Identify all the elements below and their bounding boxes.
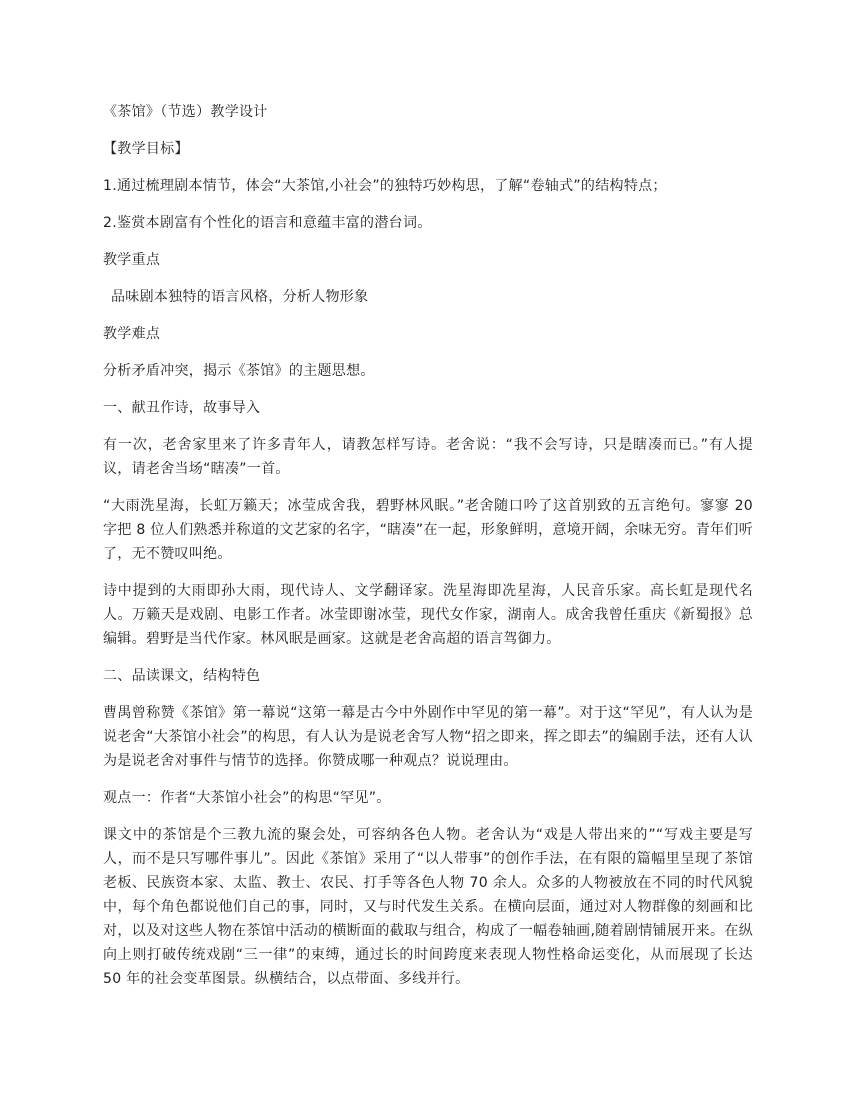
key-points-text: 品味剧本独特的语言风格，分析人物形象 <box>111 289 369 305</box>
viewpoint-1: 观点一：作者“大茶馆小社会”的构思“罕见”。 <box>103 790 391 806</box>
difficulty-text: 分析矛盾冲突，揭示《茶馆》的主题思想。 <box>103 363 375 379</box>
difficulty-heading: 教学难点 <box>103 326 161 342</box>
key-points-heading: 教学重点 <box>103 252 161 268</box>
document-title: 《茶馆》（节选）教学设计 <box>103 104 268 120</box>
goals-heading: 【教学目标】 <box>103 141 189 157</box>
section-2-paragraph-2: 课文中的茶馆是个三教九流的聚会处，可容纳各色人物。老舍认为“戏是人带出来的”“写戏主要是写人，而不是只写哪件事儿”。因此《茶馆》采用了“以人带事”的创作手法，在有限的篇幅里呈现了茶馆老板、民族资本家、太监、教士、农民、打手等各色人物 70 余人。众多的人物被放在不同的时代风貌中，每个角色都说他们自己的事，同时，又与时代发生关系。在横向层面，通过对人物群像的刻画和比对，以及对这些人物在茶馆中活动的横断面的截取与组合，构成了一幅卷轴画,随着剧情铺展开来。在纵向上则打破传统戏剧“三一律”的束缚，通过长的时间跨度来表现人物性格命运变化，从而展现了长达 50 年的社会变革图景。纵横结合，以点带面、多线并行。 <box>103 827 753 987</box>
section-1-paragraph-2: “大雨洗星海，长虹万籁天；冰莹成舍我，碧野林风眠。”老舍随口吟了这首别致的五言绝句。寥寥 20 字把 8 位人们熟悉并称道的文艺家的名字，“瞎凑”在一起，形象鲜明，意境开阔，余味无穷。青年们听了，无不赞叹叫绝。 <box>103 498 753 562</box>
section-2-paragraph-1: 曹禺曾称赞《茶馆》第一幕说“这第一幕是古今中外剧作中罕见的第一幕”。对于这“罕见”，有人认为是说老舍“大茶馆小社会”的构思，有人认为是说老舍写人物“招之即来，挥之即去”的编剧手法，还有人认为是说老舍对事件与情节的选择。你赞成哪一种观点？说说理由。 <box>103 705 753 769</box>
section-1-paragraph-1: 有一次，老舍家里来了许多青年人，请教怎样写诗。老舍说：“我不会写诗，只是瞎凑而已。”有人提议，请老舍当场“瞎凑”一首。 <box>103 437 753 477</box>
goal-item-1: 1.通过梳理剧本情节，体会“大茶馆,小社会”的独特巧妙构思，了解“卷轴式”的结构特点； <box>103 178 667 194</box>
section-1-heading: 一、献丑作诗，故事导入 <box>103 400 261 416</box>
section-2-heading: 二、品读课文，结构特色 <box>103 668 261 684</box>
document-body <box>103 100 753 1004</box>
goal-item-2: 2.鉴赏本剧富有个性化的语言和意蕴丰富的潜台词。 <box>103 215 432 231</box>
section-1-paragraph-3: 诗中提到的大雨即孙大雨，现代诗人、文学翻译家。洗星海即冼星海，人民音乐家。高长虹是现代名人。万籁天是戏剧、电影工作者。冰莹即谢冰莹，现代女作家，湖南人。成舍我曾任重庆《新蜀报》总编辑。碧野是当代作家。林风眠是画家。这就是老舍高超的语言驾御力。 <box>103 583 753 647</box>
